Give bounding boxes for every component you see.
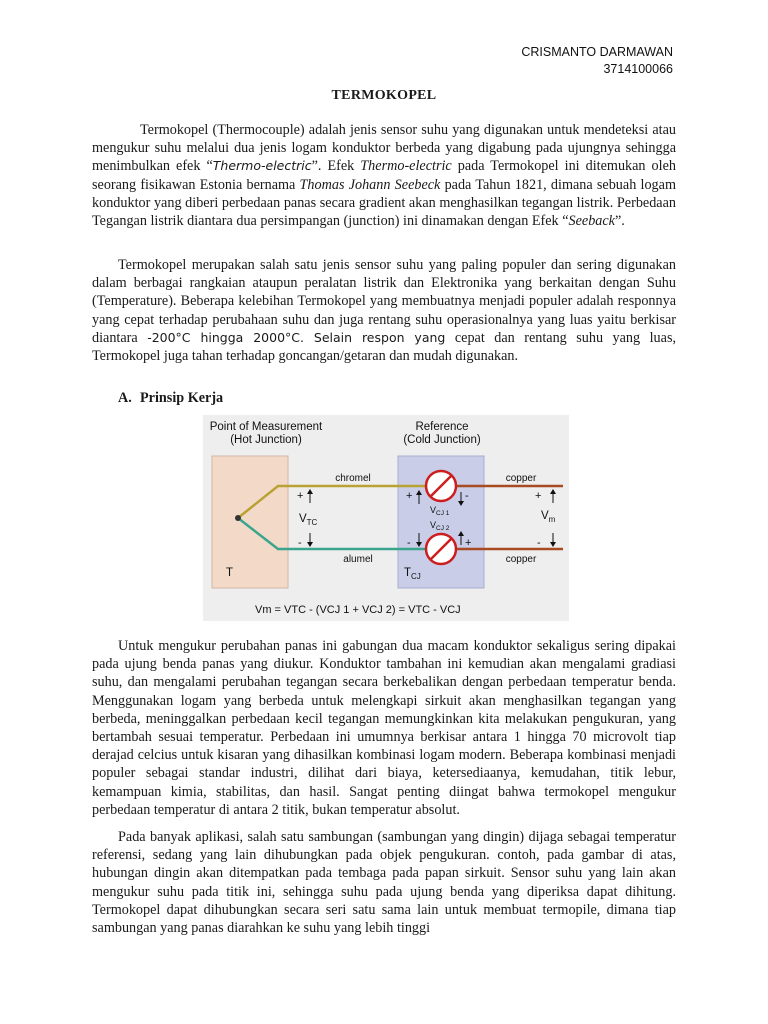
vcj2-minus-sign: - (407, 537, 411, 549)
vcj2-plus-sign: + (465, 537, 472, 549)
paragraph-applications: Pada banyak aplikasi, salah satu sambungan (sambungan yang dingin) dijaga sebagai temperatur referensi, sedang yang lain dihubungkan pada objek pengukuran. contoh, pada gambar di atas, hubungan dingin akan ditempatkan pada tembaga pada papan sirkuit. Sensor suhu yang lain akan mengukur suhu pada titik ini, sehingga suhu pada ujung benda yang diperiksa dapat dihitung. Termokopel dapat dihubungkan secara seri satu sama lain untuk membuat termopile, dimana tiap sambungan yang panas diarahkan ke suhu yang lebih tinggi (92, 829, 676, 937)
thermocouple-diagram (203, 415, 569, 621)
section-heading (118, 390, 223, 407)
cold-junction-1-icon (426, 471, 456, 501)
vm-minus-sign: - (537, 537, 541, 549)
cold-junction-temperature-label: $T_{CJ}$ (404, 567, 421, 581)
chromel-label: chromel (335, 473, 371, 484)
author-block (521, 44, 673, 78)
hot-junction-title: Point of Measurement (209, 421, 323, 433)
vm-plus-sign: + (535, 490, 542, 502)
vcj1-minus-sign: - (465, 490, 469, 502)
vcj1-plus-sign: + (406, 490, 413, 502)
vtc-minus-sign: - (298, 537, 302, 549)
copper-top-label: copper (505, 473, 537, 484)
cold-junction-2-icon (426, 534, 456, 564)
alumel-label: alumel (343, 554, 373, 565)
author-name: CRISMANTO DARMAWAN (521, 45, 673, 59)
reference-title: Reference (415, 421, 469, 433)
paragraph-intro: Termokopel (Thermocouple) adalah jenis sensor suhu yang digunakan untuk mendeteksi atau mengukur suhu melalui dua jenis logam konduktor berbeda yang digabung pada ujungnya sehingga menimbulkan efek “Thermo-electric”. Efek Thermo-electric pada Termokopel ini ditemukan oleh seorang fisikawan Estonia bernama Thomas Johann Seebeck pada Tahun 1821, dimana sebuah logam konduktor yang diberi perbedaan panas secara gradient akan menghasilkan tegangan listrik. Perbedaan Tegangan listrik diantara dua persimpangan (junction) ini dinamakan dengan Efek “Seeback”. (92, 122, 676, 230)
document-title: TERMOKOPEL (331, 88, 437, 103)
reference-subtitle: (Cold Junction) (403, 434, 481, 446)
voltage-formula: Vm = VTC - (VCJ 1 + VCJ 2) = VTC - VCJ (255, 604, 461, 616)
copper-bottom-label: copper (505, 554, 537, 565)
temperature-label: T (226, 567, 234, 579)
vm-label: $V_m$ (541, 510, 556, 524)
hot-junction-point (235, 515, 241, 521)
section-title: Prinsip Kerja (140, 390, 224, 406)
author-id: 3714100066 (603, 62, 673, 76)
vcj2-label: $V_{CJ 2}$ (430, 520, 450, 532)
vtc-plus-sign: + (297, 490, 304, 502)
vcj1-label: $V_{CJ 1}$ (430, 505, 450, 517)
paragraph-measurement: Untuk mengukur perubahan panas ini gabungan dua macam konduktor sekaligus sering dipakai pada ujung benda panas yang diukur. Konduktor tambahan ini kemudian akan mengalami gradiasi suhu, dan mengalami perubahan tegangan secara berkebalikan dengan perbedaan temperatur benda. Menggunakan logam yang berbeda untuk melengkapi sirkuit akan menghasilkan tegangan yang berbeda, meninggalkan perbedaan kecil tegangan memungkinkan kita melakukan pengukuran, yang bertambah sesuai temperatur. Perbedaan ini umumnya berkisar antara 1 hingga 70 microvolt tiap derajad celcius untuk kisaran yang dihasilkan kombinasi logam modern. Beberapa kombinasi menjadi populer sebagai standar industri, dilihat dari biaya, ketersediaanya, kemudahan, titik lebur, kemampuan kimia, stabilitas, dan hasil. Sangat penting diingat bahwa termokopel mengukur perbedaan temperatur di antara 2 titik, bukan temperatur absolut. (92, 638, 676, 818)
vtc-label: $V_{TC}$ (299, 513, 318, 527)
paragraph-advantages: Termokopel merupakan salah satu jenis sensor suhu yang paling populer dan sering digunakan dalam berbagai rangkaian ataupun peralatan listrik dan Elektronika yang berkaitan dengan Suhu (Temperature). Beberapa kelebihan Termokopel yang membuatnya menjadi populer adalah responnya yang cepat terhadap perubahaan suhu dan juga rentang suhu operasionalnya yang luas yaitu berkisar diantara -200°C hingga 2000°C. Selain respon yang cepat dan rentang suhu yang luas, Termokopel juga tahan terhadap goncangan/getaran dan mudah digunakan. (92, 257, 677, 365)
section-letter: A. (118, 390, 132, 406)
hot-junction-subtitle: (Hot Junction) (230, 434, 302, 446)
hot-junction-block (212, 456, 288, 588)
